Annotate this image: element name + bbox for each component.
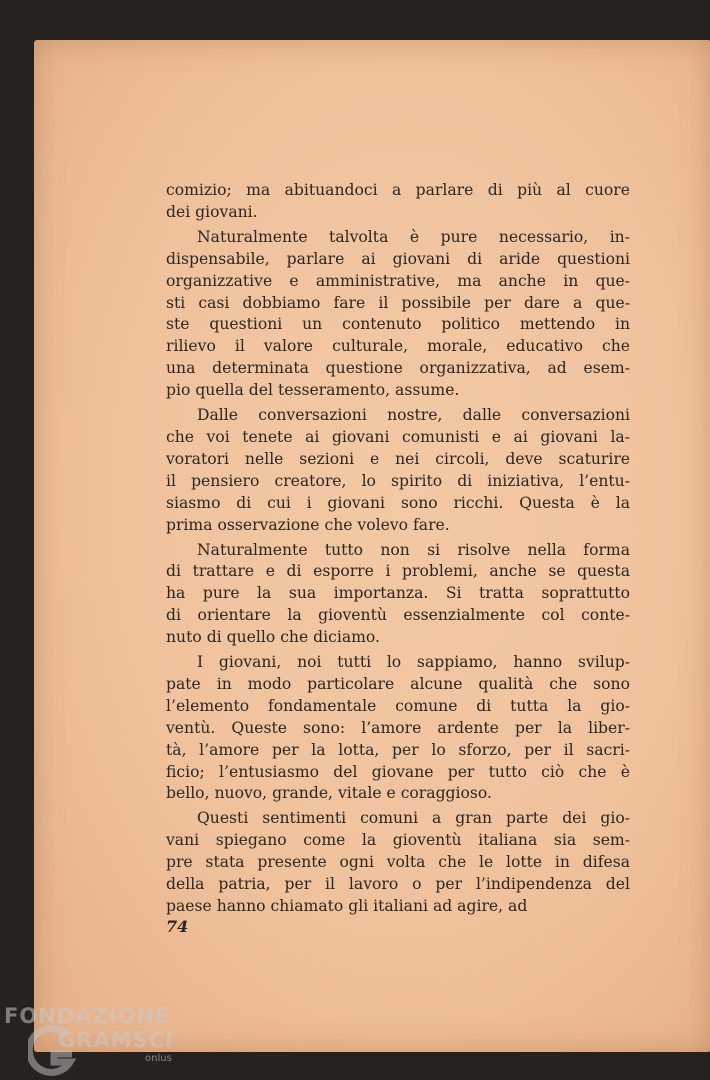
- book-page: [34, 40, 710, 1052]
- watermark-line1: FONDAZIONE: [4, 1004, 171, 1028]
- text-line: prima osservazione che volevo fare.: [166, 515, 450, 534]
- text-line: ficio; l’entusiasmo del giovane per tutto ciò che è: [166, 762, 630, 781]
- text-line: dispensabile, parlare ai giovani di aride questioni: [166, 249, 630, 268]
- watermark-line2: GRAMSCI: [58, 1028, 174, 1052]
- paragraph: [166, 540, 630, 650]
- text-line: rilievo il valore culturale, morale, educativo che: [166, 337, 630, 356]
- text-line: ventù. Queste sono: l’amore ardente per la liber-: [166, 718, 630, 737]
- watermark-sub: onlus: [145, 1053, 172, 1064]
- text-line: siasmo di cui i giovani sono ricchi. Questa è la: [166, 493, 630, 512]
- text-line: comizio; ma abituandoci a parlare di più al cuore: [166, 181, 630, 199]
- text-line: Dalle conversazioni nostre, dalle conversazioni: [197, 406, 630, 425]
- text-line: sti casi dobbiamo fare il possibile per dare a que-: [166, 293, 630, 312]
- text-line: Naturalmente tutto non si risolve nella forma: [197, 540, 630, 559]
- text-line: dei giovani.: [166, 202, 258, 221]
- text-line: bello, nuovo, grande, vitale e coraggioso.: [166, 784, 492, 803]
- text-line: ha pure la sua importanza. Si tratta soprattutto: [166, 584, 630, 603]
- text-line: una determinata questione organizzativa, ad esem-: [166, 359, 630, 378]
- text-line: Questi sentimenti comuni a gran parte dei gio-: [197, 809, 630, 828]
- text-line: il pensiero creatore, lo spirito di iniziativa, l’entu-: [166, 471, 630, 490]
- text-line: della patria, per il lavoro o per l’indipendenza del: [166, 875, 630, 894]
- text-line: I giovani, noi tutti lo sappiamo, hanno svilup-: [197, 653, 630, 672]
- text-line: che voi tenete ai giovani comunisti e ai giovani la-: [166, 427, 630, 446]
- paragraph: [166, 227, 630, 402]
- text-line: voratori nelle sezioni e nei circoli, deve scaturire: [166, 449, 630, 468]
- fondazione-gramsci-watermark: [0, 1000, 190, 1080]
- text-line: l’elemento fondamentale comune di tutta la gio-: [166, 696, 630, 715]
- text-line: nuto di quello che diciamo.: [166, 628, 381, 647]
- text-line: vani spiegano come la gioventù italiana sia sem-: [166, 831, 630, 850]
- paragraph: [166, 652, 630, 805]
- text-line: organizzative e amministrative, ma anche in que-: [166, 271, 630, 290]
- paragraph: [166, 180, 630, 224]
- text-line: ste questioni un contenuto politico mettendo in: [166, 315, 630, 334]
- text-line: tà, l’amore per la lotta, per lo sforzo, per il sacri-: [166, 740, 630, 759]
- text-line: paese hanno chiamato gli italiani ad agire, ad: [166, 897, 528, 915]
- page-number: 74: [166, 917, 189, 936]
- text-line: di trattare e di esporre i problemi, anche se questa: [166, 562, 630, 581]
- text-line: pre stata presente ogni volta che le lotte in difesa: [166, 853, 630, 872]
- text-line: pate in modo particolare alcune qualità che sono: [166, 674, 630, 693]
- page-text: [166, 180, 630, 921]
- text-line: Naturalmente talvolta è pure necessario, in-: [197, 227, 630, 246]
- text-line: pio quella del tesseramento, assume.: [166, 381, 460, 400]
- paragraph: [166, 405, 630, 536]
- paragraph: [166, 808, 630, 918]
- text-line: di orientare la gioventù essenzialmente col conte-: [166, 606, 630, 625]
